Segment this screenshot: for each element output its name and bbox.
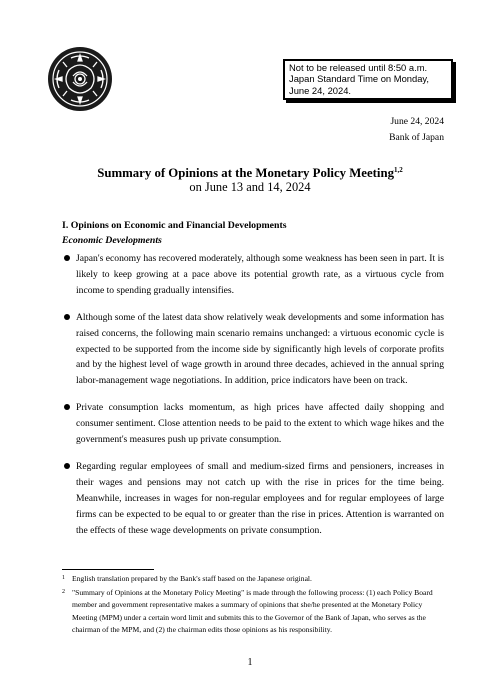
page-number: 1 (247, 657, 253, 668)
footnote-divider (62, 569, 154, 570)
embargo-line: Not to be released until 8:50 a.m. (289, 62, 428, 73)
footnote-number: 1 (62, 575, 65, 581)
document-date: June 24, 2024 (390, 116, 444, 127)
bullet-icon (64, 255, 70, 261)
opinion-text: Japan's economy has recovered moderately, although some weakness has been seen in part. It is likely to keep growing at a pace above its potential growth rate, as a virtuous cycle from income to spending gradually intensifies. (76, 253, 444, 296)
footnote-number: 2 (62, 589, 65, 596)
page-subtitle: on June 13 and 14, 2024 (189, 180, 311, 194)
list-item (62, 400, 444, 448)
opinion-text: Regarding regular employees of small and medium-sized firms and pensioners, increases in their wages and pensions may not catch up with the rise in prices for the time being. Meanwhile, increases in wages for non-regular employees and for regular employees of large firms can be expected to be equal to or greater than the rise in prices. Attention is warranted on the effects of these wage developments on private consumption. (76, 460, 444, 536)
embargo-line: Japan Standard Time on Monday, (289, 73, 430, 85)
bank-of-japan-seal-icon (47, 46, 113, 112)
title-footnote-marker: 1,2 (394, 166, 403, 174)
issuing-organization: Bank of Japan (389, 132, 444, 143)
embargo-line: June 24, 2024. (289, 84, 352, 96)
footnote (62, 573, 442, 585)
opinion-text: Although some of the latest data show relatively weak developments and some information has raised concerns, the following main scenario remains unchanged: a virtuous economic cycle is expected to be supported from the income side by significantly high levels of corporate profits and by the highest level of wage growth in around three decades, achieved in the annual spring labor-management wage negotiations. In addition, price indicators have been on track. (76, 311, 444, 387)
opinion-list (62, 251, 444, 550)
footnote (62, 587, 442, 636)
list-item (62, 310, 444, 390)
footnotes (62, 573, 442, 638)
bullet-icon (64, 463, 70, 469)
subsection-heading: Economic Developments (62, 235, 162, 246)
footnote-text: "Summary of Opinions at the Monetary Policy Meeting" is made through the following process: (1) each Policy Board member and government representative makes a summary of opinions that she/he presented at the Monetary Policy Meeting (MPM) under a certain word limit and submits this to the Governor of the Bank of Japan, who serves as the chairman of the MPM, and (2) the chairman edits those opinions as his responsibility. (72, 588, 433, 634)
page-title (0, 163, 500, 181)
opinion-text: Private consumption lacks momentum, as high prices have affected daily shopping and consumer sentiment. Close attention needs to be paid to the extent to which wage hikes and the government's measures push up private consumption. (76, 402, 444, 446)
title-text: Summary of Opinions at the Monetary Policy Meeting (97, 166, 395, 180)
section-heading: I. Opinions on Economic and Financial Developments (62, 220, 287, 231)
bullet-icon (64, 404, 70, 410)
footnote-text: English translation prepared by the Bank's staff based on the Japanese original. (72, 574, 312, 583)
bullet-icon (64, 314, 70, 320)
list-item (62, 459, 444, 539)
embargo-notice (283, 59, 453, 100)
list-item (62, 251, 444, 299)
document-meta (389, 114, 444, 146)
